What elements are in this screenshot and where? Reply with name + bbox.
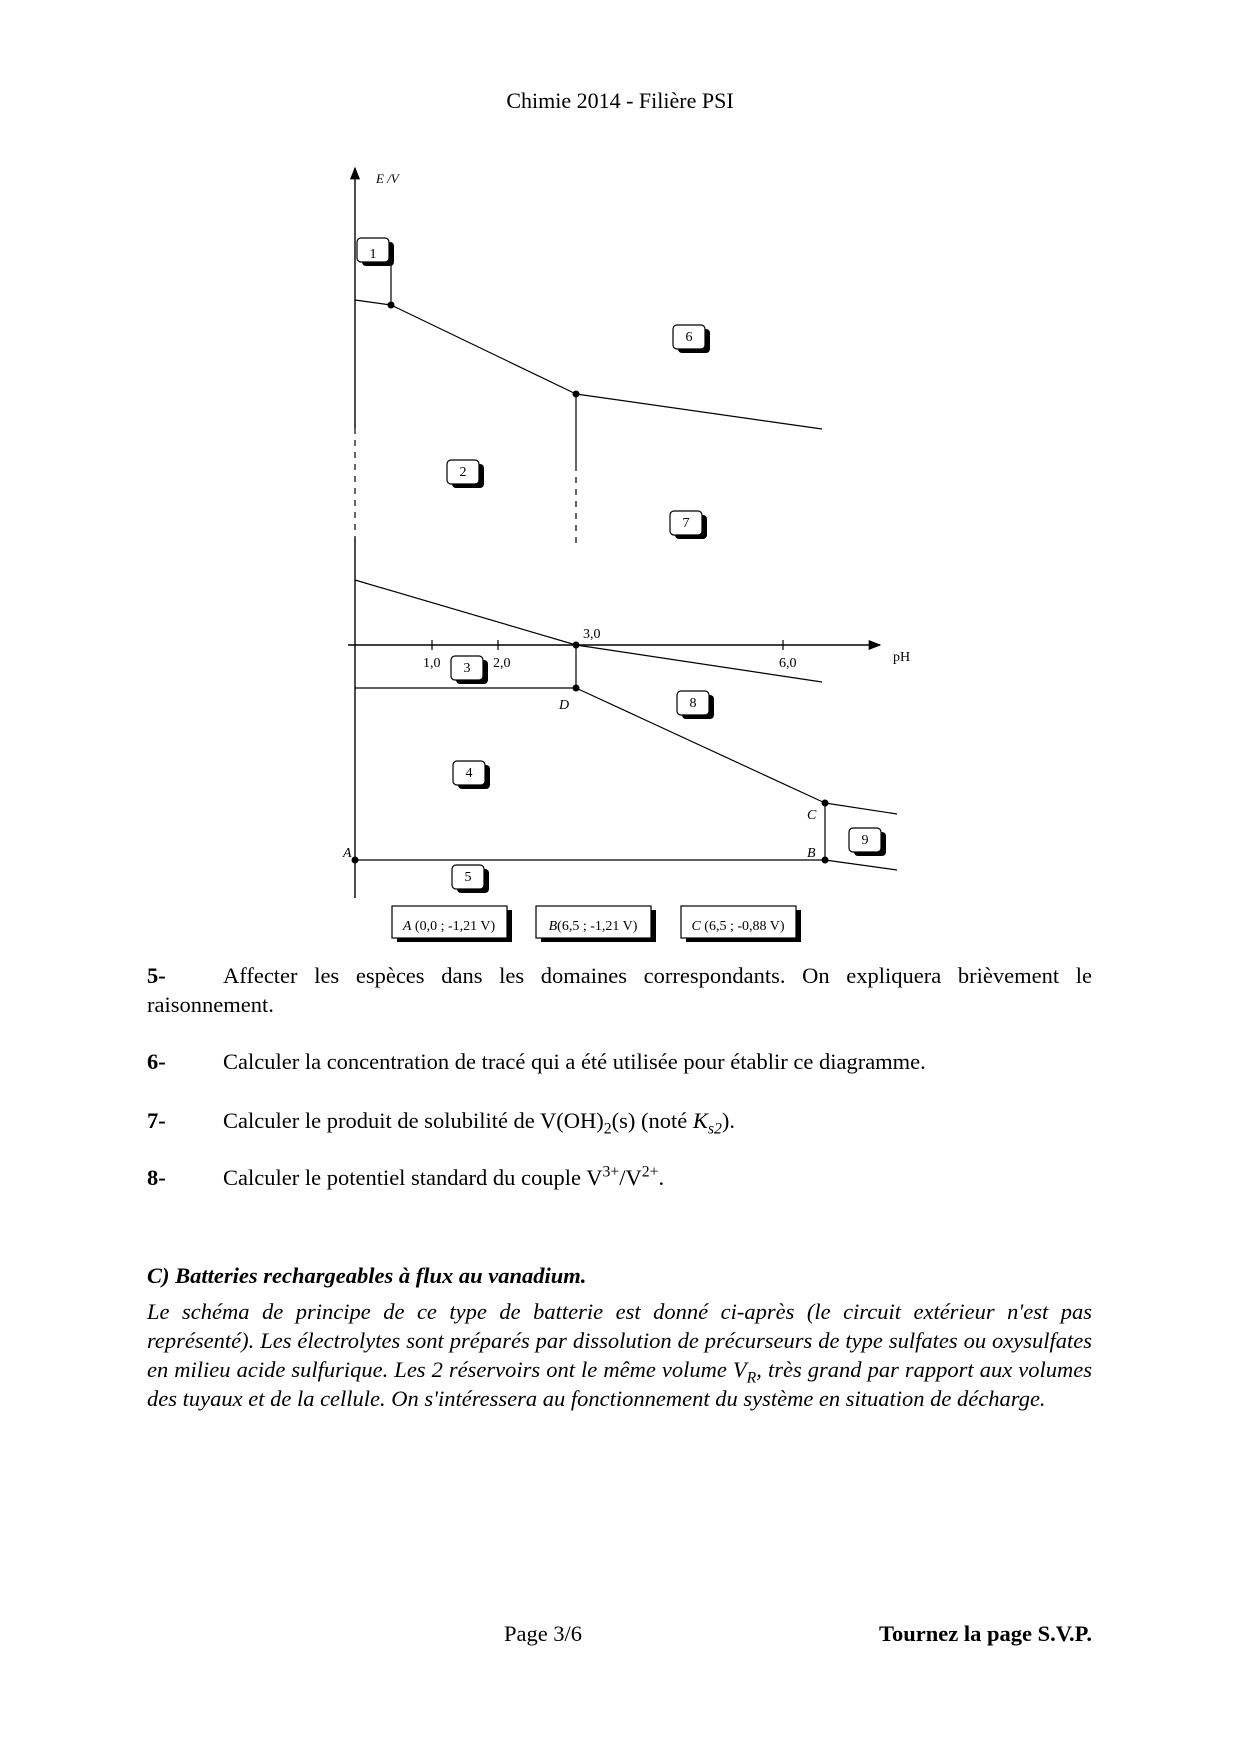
- domain-box-6: [673, 325, 710, 353]
- point-upper-mid: [573, 391, 580, 398]
- tick-label-2: 2,0: [493, 656, 511, 671]
- ph-axis-label: pH: [893, 650, 911, 665]
- e-axis-label: E /V: [376, 171, 399, 186]
- point-B: [822, 857, 829, 864]
- boundary-1-2: [391, 305, 576, 394]
- svg-text:A (0,0 ; -1,21 V): A (0,0 ; -1,21 V): [402, 919, 496, 935]
- domain-box-5: [452, 865, 489, 893]
- domain-box-2: [447, 460, 484, 488]
- coord-box-A: [392, 906, 512, 942]
- label-B: B: [807, 846, 816, 861]
- question-5: 5- Affecter les espèces dans les domaines correspondants. On expliquera brièvement le raisonnement.: [147, 963, 1092, 1017]
- svg-text:9: 9: [861, 833, 869, 849]
- domain-box-8: [677, 691, 714, 719]
- svg-text:B(6,5 ; -1,21 V): B(6,5 ; -1,21 V): [548, 919, 638, 935]
- tick-label-6: 6,0: [779, 656, 797, 671]
- point-A: [352, 857, 359, 864]
- point-upper-left: [388, 302, 395, 309]
- label-D: D: [559, 698, 570, 713]
- svg-text:8: 8: [689, 696, 697, 712]
- question-8: 8- Calculer le potentiel standard du couple $V^{3+}/V^{2+}$.: [147, 1163, 665, 1190]
- coord-box-B: [536, 906, 656, 942]
- boundary-5-9: [825, 860, 897, 870]
- page-header: Chimie 2014 - Filière PSI: [506, 88, 734, 113]
- boundary-8-9: [825, 803, 897, 814]
- domain-box-1: [357, 238, 394, 266]
- label-C: C: [807, 808, 817, 823]
- section-text: Le schéma de principe de ce type de batterie est donné ci-après (le circuit extérieur n'est pas représenté). Les électrolytes sont préparés par dissolution de précurseurs de type sulfates ou oxysulfates en milieu acide sulfurique. Les 2 réservoirs ont le même volume $V_R$, très grand par rapport aux volumes des tuyaux et de la cellule. On s'intéressera au fonctionnement du système en situation de décharge.: [147, 1299, 1092, 1411]
- domain-box-7: [670, 511, 707, 539]
- tick-label-3: 3,0: [583, 627, 601, 642]
- question-6: 6- Calculer la concentration de tracé qui a été utilisée pour établir ce diagramme.: [147, 1049, 926, 1074]
- coord-box-C: [681, 906, 801, 942]
- svg-text:1: 1: [369, 247, 377, 263]
- svg-text:7: 7: [682, 516, 690, 532]
- turn-page-note: Tournez la page S.V.P.: [879, 1621, 1092, 1646]
- tick-label-1: 1,0: [423, 656, 441, 671]
- question-7: 7- Calculer le produit de solubilité de $V(OH)_2(s)$ (noté $K_{s2}$).: [147, 1108, 736, 1138]
- svg-text:2: 2: [459, 465, 467, 481]
- boundary-6-7: [576, 394, 822, 429]
- boundary-2-3: [355, 580, 576, 645]
- svg-text:5: 5: [464, 870, 472, 886]
- label-A: A: [343, 846, 352, 861]
- svg-text:3: 3: [463, 661, 471, 677]
- point-C: [822, 800, 829, 807]
- domain-box-4: [453, 761, 490, 789]
- svg-text:6: 6: [685, 330, 693, 346]
- svg-text:4: 4: [465, 766, 473, 782]
- point-D: [573, 685, 580, 692]
- boundary-upper-left: [355, 300, 391, 305]
- domain-box-9: [849, 828, 886, 856]
- section-title: C) Batteries rechargeables à flux au vanadium.: [147, 1263, 587, 1288]
- domain-box-3: [451, 656, 488, 684]
- svg-text:C (6,5 ; -0,88 V): C (6,5 ; -0,88 V): [691, 919, 785, 935]
- point-ph3: [573, 642, 580, 649]
- page-number: Page 3/6: [503, 1621, 583, 1646]
